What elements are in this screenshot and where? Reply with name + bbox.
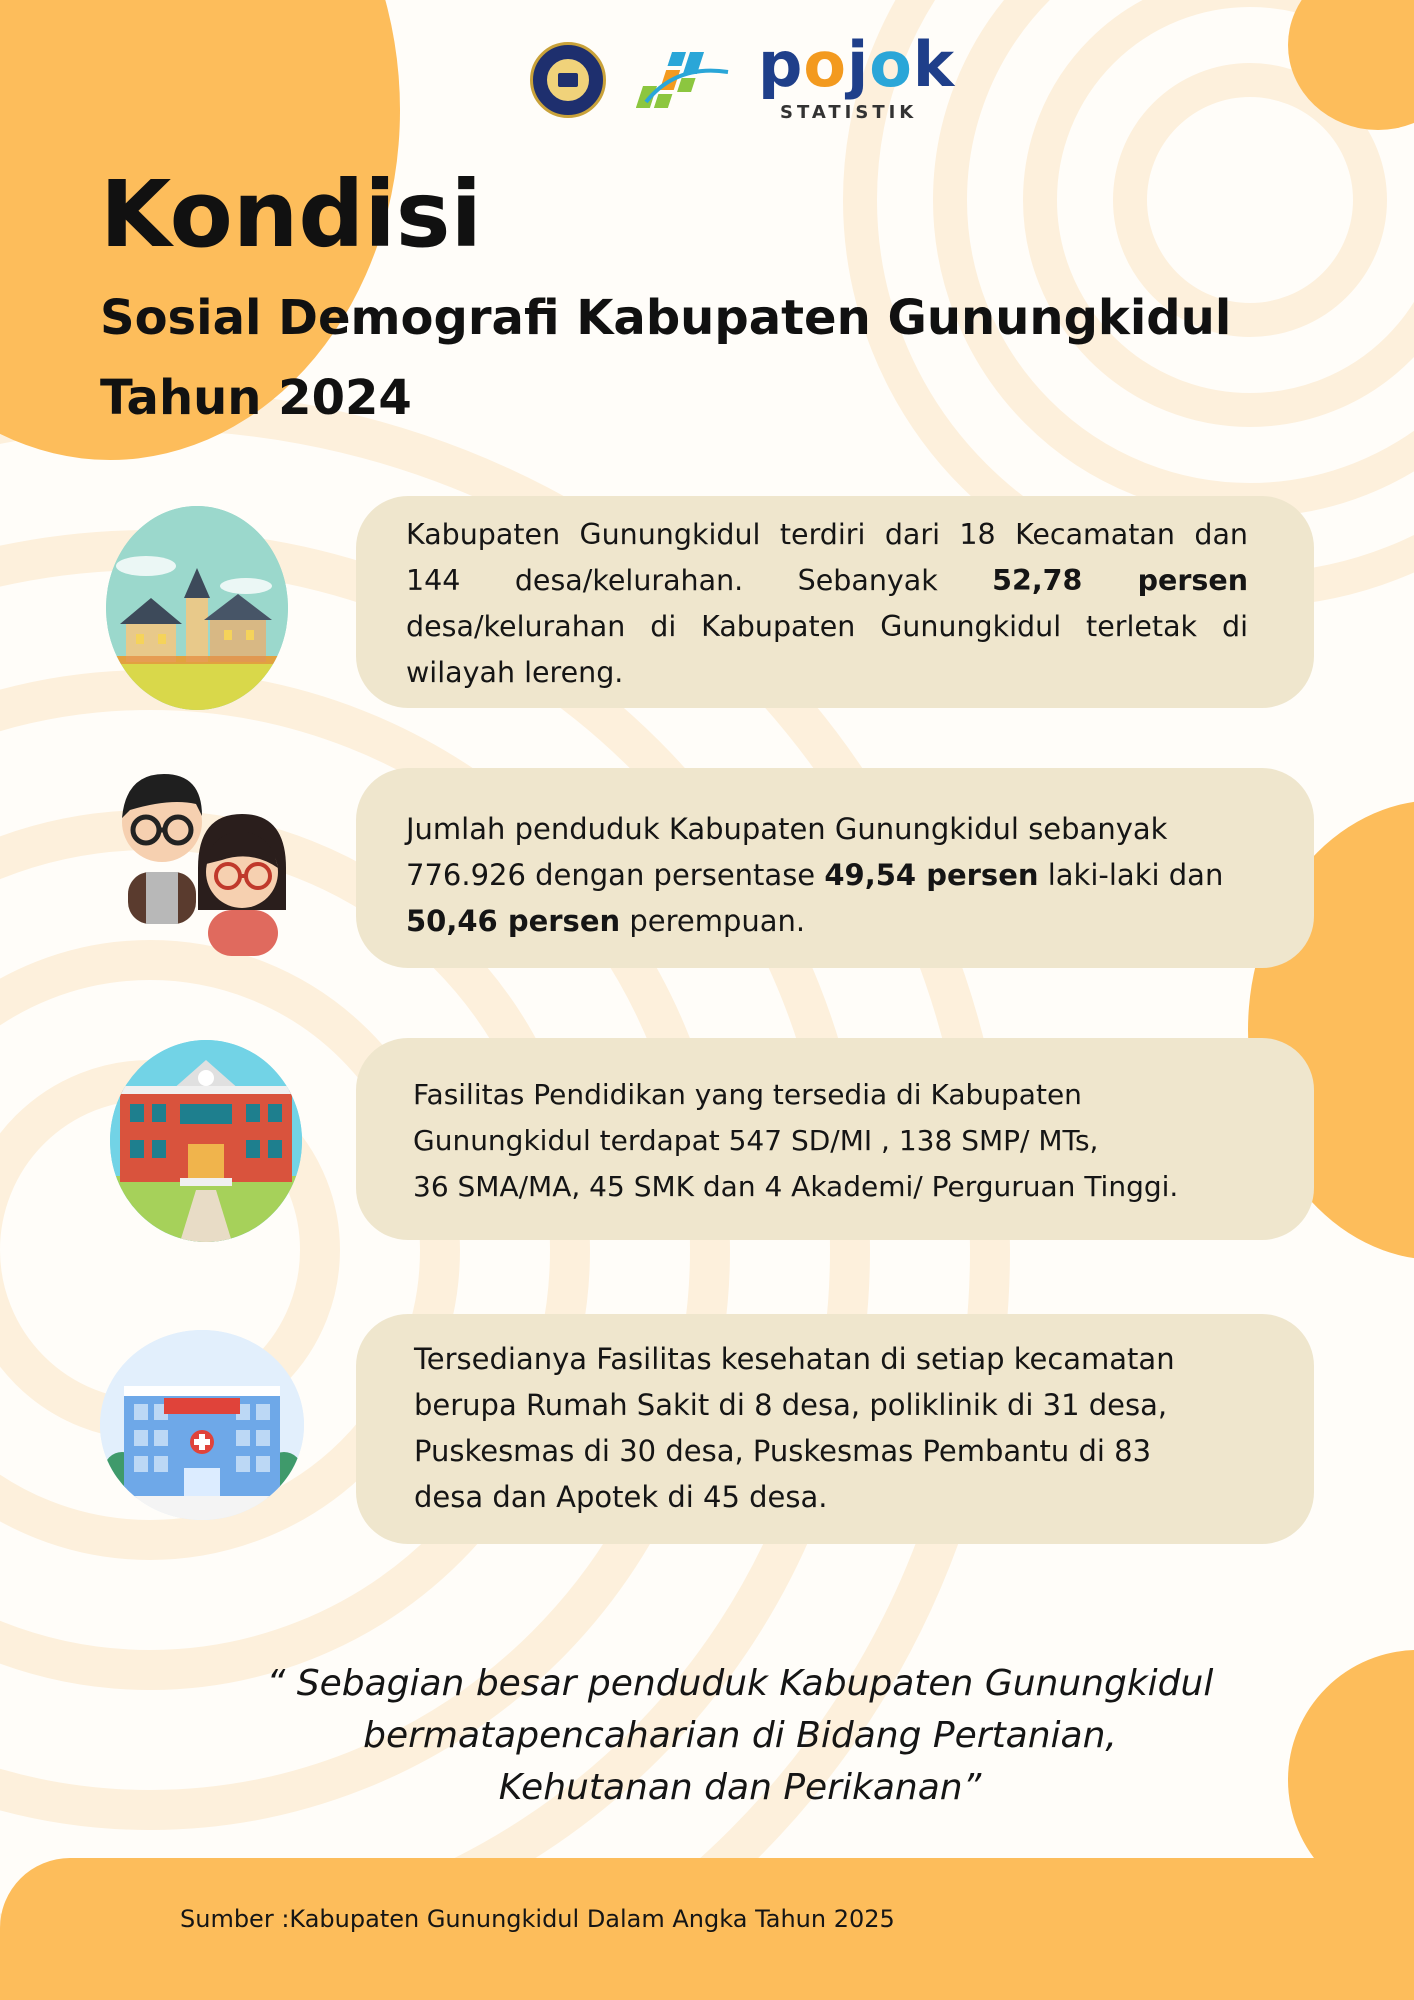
slope-percentage: 52,78 persen (992, 564, 1248, 597)
education-description: Fasilitas Pendidikan yang tersedia di Kabupaten Gunungkidul terdapat 547 SD/MI , 138 SMP/ MTs, 36 SMA/MA, 45 SMK dan 4 Akademi/ Perguruan Tinggi. (413, 1078, 1179, 1203)
info-card-health (356, 1314, 1314, 1544)
region-description: Kabupaten Gunungkidul terdiri dari 18 Kecamatan dan 144 desa/kelurahan. Sebanyak 52,78 persen desa/kelurahan di Kabupaten Gunungkidul terletak di wilayah lereng. (406, 518, 1248, 689)
pojok-subtitle: STATISTIK (780, 102, 918, 123)
male-percentage: 49,54 persen (824, 858, 1039, 892)
closing-quote: “ Sebagian besar penduduk Kabupaten Gunungkidul bermatapencaharian di Bidang Pertanian, Kehutanan dan Perikanan” (266, 1663, 1214, 1808)
school-illustration-icon (110, 1040, 302, 1242)
pojok-wordmark: pojok (758, 28, 956, 101)
info-card-education (356, 1038, 1314, 1240)
university-seal-logo (530, 42, 606, 118)
female-percentage: 50,46 persen (406, 904, 621, 938)
page-title: Kondisi (100, 161, 483, 268)
people-illustration-icon (112, 760, 302, 956)
pojok-statistik-logo (758, 30, 958, 126)
page-subtitle (100, 278, 1300, 438)
population-description: Jumlah penduduk Kabupaten Gunungkidul sebanyak 776.926 dengan persentase 49,54 persen laki-laki dan 50,46 persen perempuan. (406, 812, 1224, 938)
health-description: Tersedianya Fasilitas kesehatan di setiap kecamatan berupa Rumah Sakit di 8 desa, poliklinik di 31 desa, Puskesmas di 30 desa, Puskesmas Pembantu di 83 desa dan Apotek di 45 desa. (414, 1342, 1175, 1514)
village-illustration-icon (106, 506, 288, 710)
hospital-illustration-icon (100, 1330, 304, 1520)
info-card-region (356, 496, 1314, 708)
info-card-population (356, 768, 1314, 968)
bps-logo (636, 46, 732, 122)
subtitle-line-1: Sosial Demografi Kabupaten Gunungkidul (100, 290, 1232, 346)
subtitle-line-2: Tahun 2024 (100, 370, 412, 426)
source-note: Sumber :Kabupaten Gunungkidul Dalam Angka Tahun 2025 (180, 1905, 895, 1933)
